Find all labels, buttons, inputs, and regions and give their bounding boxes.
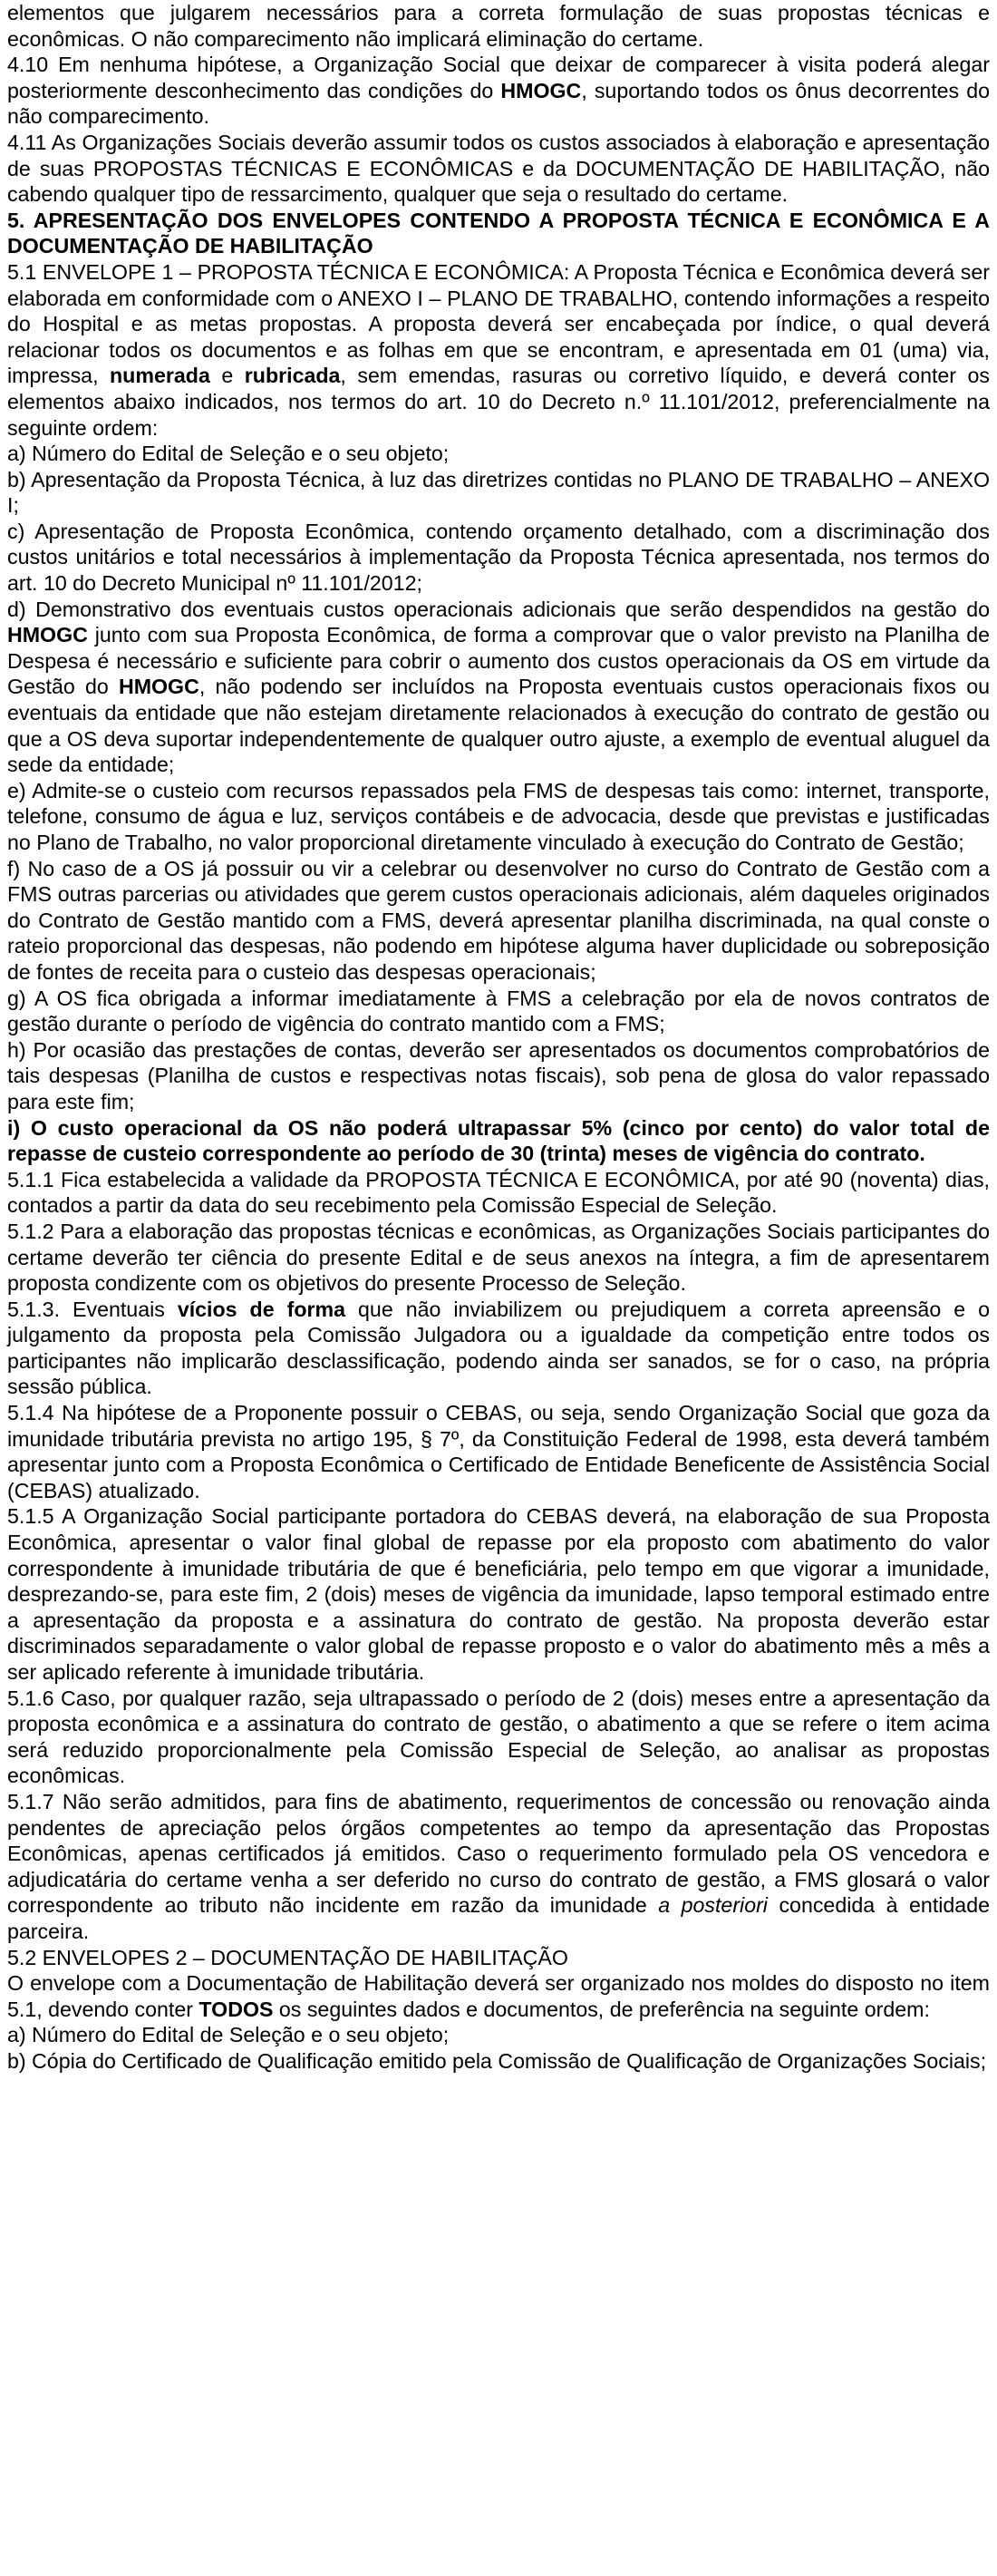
- item-5-1-b: b) Apresentação da Proposta Técnica, à luz das diretrizes contidas no PLANO DE TRABALHO – ANEXO I;: [7, 467, 990, 518]
- text: os seguintes dados e documentos, de preferência na seguinte ordem:: [273, 1997, 930, 2021]
- paragraph-5-1-5: 5.1.5 A Organização Social participante portadora do CEBAS deverá, na elaboração de sua Proposta Econômica, apresentar o valor final global de repasse por ela proposto com abatimento do valor correspondente à imunidade tributária de que é beneficiária, pelo tempo em que vigorar a imunidade, desprezando-se, para este fim, 2 (dois) meses de vigência da imunidade, lapso temporal estimado entre a apresentação da proposta e a assinatura do contrato de gestão. Na proposta deverão estar discriminados separadamente o valor global de repasse proposto e o valor do abatimento mês a mês a ser aplicado referente à imunidade tributária.: [7, 1504, 990, 1684]
- paragraph-5-1-3: [7, 1297, 990, 1400]
- text: , não podendo ser incluídos na Proposta eventuais custos operacionais fixos ou eventuais da entidade que não estejam diretamente relacionados à execução do contrato de gestão ou que a OS deva suportar independentemente de qualquer outro ajuste, a exemplo de eventual aluguel da sede da entidade;: [7, 675, 990, 777]
- paragraph-4-10: [7, 52, 990, 130]
- paragraph-intro-continuation: elementos que julgarem necessários para a correta formulação de suas propostas técnicas e econômicas. O não comparecimento não implicará eliminação do certame.: [7, 1, 990, 51]
- section-heading-5: [7, 208, 990, 259]
- paragraph-5-1-4: 5.1.4 Na hipótese de a Proponente possuir o CEBAS, ou seja, sendo Organização Social que goza da imunidade tributária prevista no artigo 195, § 7º, da Constituição Federal de 1998, esta deverá também apresentar junto com a Proposta Econômica o Certificado de Entidade Beneficente de Assistência Social (CEBAS) atualizado.: [7, 1401, 990, 1502]
- bold-hmogc: HMOGC: [118, 675, 199, 699]
- paragraph-5-1: [7, 259, 990, 441]
- bold-numerada: numerada: [110, 364, 210, 388]
- text: concedida à entidade parceira.: [7, 1893, 990, 1943]
- section-heading-text: 5. APRESENTAÇÃO DOS ENVELOPES CONTENDO A PROPOSTA TÉCNICA E ECONÔMICA E A DOCUMENTAÇÃO DE HABILITAÇÃO: [7, 208, 990, 258]
- item-5-1-d: [7, 597, 990, 778]
- text: , suportando todos os ônus decorrentes do não comparecimento.: [7, 78, 991, 129]
- paragraph-4-11: 4.11 As Organizações Sociais deverão assumir todos os custos associados à elaboração e apresentação de suas PROPOSTAS TÉCNICAS E ECONÔMICAS e da DOCUMENTAÇÃO DE HABILITAÇÃO, não cabendo qualquer tipo de ressarcimento, qualquer que seja o resultado do certame.: [7, 130, 990, 207]
- paragraph-5-1-1: 5.1.1 Fica estabelecida a validade da PROPOSTA TÉCNICA E ECONÔMICA, por até 90 (noventa) dias, contados a partir da data do seu recebimento pela Comissão Especial de Seleção.: [7, 1167, 990, 1218]
- bold-rubricada: rubricada: [244, 364, 341, 388]
- paragraph-5-2-intro: [7, 1970, 990, 2022]
- text: 5.1.7 Não serão admitidos, para fins de abatimento, requerimentos de concessão ou renovação ainda pendentes de apreciação pelos órgãos competentes ao tempo da apresentação das Propostas Econômicas, apenas certificados já emitidos. Caso o requerimento formulado pela OS vencedora e adjudicatária do certame venha a ser deferido no curso do contrato de gestão, a FMS glosará o valor correspondente ao tributo não incidente em razão da imunidade: [7, 1789, 990, 1918]
- item-5-2-a: a) Número do Edital de Seleção e o seu objeto;: [7, 2023, 450, 2047]
- item-5-1-f: f) No caso de a OS já possuir ou vir a celebrar ou desenvolver no curso do Contrato de Gestão com a FMS outras parcerias ou atividades que gerem custos operacionais adicionais, além daqueles originados do Contrato de Gestão mantido com a FMS, deverá apresentar planilha discriminada, na qual conste o rateio proporcional das despesas, não podendo em hipótese alguma haver duplicidade ou sobreposição de fontes de receita para o custeio das despesas operacionais;: [7, 856, 990, 984]
- text: O envelope com a Documentação de Habilitação deverá ser organizado nos moldes do disposto no item 5.1, devendo conter: [7, 1971, 990, 2021]
- paragraph-5-1-6: 5.1.6 Caso, por qualquer razão, seja ultrapassado o período de 2 (dois) meses entre a apresentação da proposta econômica e a assinatura do contrato de gestão, o abatimento a que se refere o item acima será reduzido proporcionalmente pela Comissão Especial de Seleção, ao analisar as propostas econômicas.: [7, 1686, 990, 1788]
- paragraph-5-2-heading: 5.2 ENVELOPES 2 – DOCUMENTAÇÃO DE HABILITAÇÃO: [7, 1945, 568, 1969]
- item-5-1-e: e) Admite-se o custeio com recursos repassados pela FMS de despesas tais como: internet, transporte, telefone, consumo de água e luz, serviços contábeis e de advocacia, desde que previstas e justificadas no Plano de Trabalho, no valor proporcional diretamente vinculado à execução do Contrato de Gestão;: [7, 778, 990, 854]
- paragraph-5-1-2: 5.1.2 Para a elaboração das propostas técnicas e econômicas, as Organizações Sociais participantes do certame deverão ter ciência do presente Edital e de seus anexos na íntegra, a fim de apresentarem proposta condizente com os objetivos do presente Processo de Seleção.: [7, 1219, 990, 1296]
- bold-hmogc: HMOGC: [500, 78, 582, 102]
- italic-a-posteriori: a posteriori: [658, 1893, 768, 1918]
- item-5-1-c: c) Apresentação de Proposta Econômica, contendo orçamento detalhado, com a discriminação dos custos unitários e total necessários à implementação da Proposta Técnica apresentada, nos termos do art. 10 do Decreto Municipal nº 11.101/2012;: [7, 519, 990, 596]
- text: , sem emendas, rasuras ou corretivo líquido, e deverá conter os elementos abaixo indicados, nos termos do art. 10 do Decreto n.º 11.101/2012, preferencialmente na seguinte ordem:: [7, 364, 991, 440]
- bold-hmogc: HMOGC: [7, 623, 88, 647]
- item-5-1-h: h) Por ocasião das prestações de contas, deverão ser apresentados os documentos comprobatórios de tais despesas (Planilha de custos e respectivas notas fiscais), sob pena de glosa do valor repassado para este fim;: [7, 1037, 990, 1113]
- paragraph-5-1-7: [7, 1789, 990, 1945]
- text: d) Demonstrativo dos eventuais custos operacionais adicionais que serão despendidos na gestão do: [7, 597, 990, 621]
- text: que não inviabilizem ou prejudiquem a correta apreensão e o julgamento da proposta pela Comissão Julgadora ou a igualdade da competição entre todos os participantes não implicarão desclassificação, podendo ainda ser sanados, se for o caso, na própria sessão pública.: [7, 1297, 990, 1399]
- bold-vicios-de-forma: vícios de forma: [177, 1297, 346, 1321]
- item-5-1-a: a) Número do Edital de Seleção e o seu objeto;: [7, 442, 450, 466]
- item-5-2-b: b) Cópia do Certificado de Qualificação emitido pela Comissão de Qualificação de Organizações Sociais;: [7, 2048, 987, 2073]
- bold-item-i: i) O custo operacional da OS não poderá ultrapassar 5% (cinco por cento) do valor total de repasse de custeio correspondente ao período de 30 (trinta) meses de vigência do contrato.: [7, 1115, 990, 1166]
- text: 5.1.3. Eventuais: [7, 1297, 178, 1321]
- item-5-1-g: g) A OS fica obrigada a informar imediatamente à FMS a celebração por ela de novos contratos de gestão durante o período de vigência do contrato mantido com a FMS;: [7, 986, 990, 1036]
- text: 5.1 ENVELOPE 1 – PROPOSTA TÉCNICA E ECONÔMICA: A Proposta Técnica e Econômica deverá ser elaborada em conformidade com o ANEXO I – PLANO DE TRABALHO, contendo informações a respeito do Hospital e as metas propostas. A proposta deverá ser encabeçada por índice, o qual deverá relacionar todos os documentos e as folhas em que se encontram, e apresentada em 01 (uma) via, impressa,: [7, 259, 990, 388]
- text: junto com sua Proposta Econômica, de forma a comprovar que o valor previsto na Planilha de Despesa é necessário e suficiente para cobrir o aumento dos custos operacionais da OS em virtude da Gestão do: [7, 623, 990, 699]
- bold-todos: TODOS: [198, 1997, 274, 2021]
- text: 4.10 Em nenhuma hipótese, a Organização Social que deixar de comparecer à visita poderá alegar posteriormente desconhecimento das condições do: [7, 53, 990, 102]
- text: e: [209, 364, 245, 388]
- item-5-1-i: [7, 1115, 990, 1167]
